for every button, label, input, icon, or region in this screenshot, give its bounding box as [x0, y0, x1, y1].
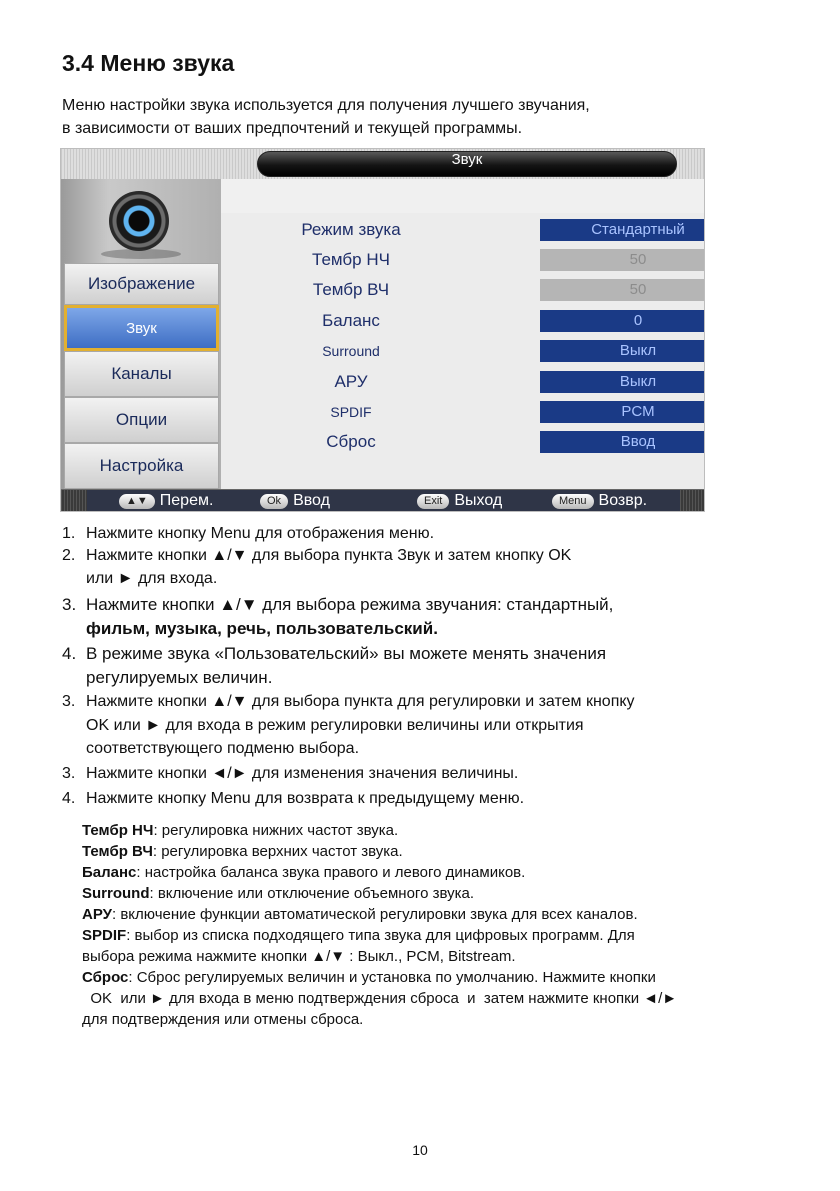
definition-item	[82, 883, 782, 904]
setting-value[interactable]: PCM	[540, 401, 705, 423]
setting-row-balance[interactable]	[221, 306, 705, 336]
definition-text: : Сброс регулируемых величин и установка по умолчанию. Нажмите кнопки	[128, 969, 656, 986]
setting-label: Тембр ВЧ	[312, 280, 390, 299]
definition-text: для подтверждения или отмены сброса.	[82, 1011, 364, 1028]
updown-key-icon: ▲▼	[119, 494, 155, 509]
hint-label: Ввод	[293, 492, 330, 509]
step-text: Нажмите кнопку Menu для возврата к предыдущему меню.	[86, 790, 525, 807]
menu-title-bar	[257, 151, 677, 177]
definitions-list	[82, 820, 782, 1030]
step-text: Нажмите кнопки ▲/▼ для выбора пункта Звук и затем кнопку OK	[86, 547, 572, 564]
menu-settings-list	[221, 179, 705, 489]
step-text: Нажмите кнопки ▲/▼ для выбора режима звучания: стандартный,	[86, 595, 614, 614]
setting-value[interactable]: 0	[540, 310, 705, 332]
sidebar-item-options[interactable]: Опции	[64, 397, 219, 443]
hint-label: Выход	[454, 492, 503, 509]
definition-continuation	[82, 1009, 782, 1030]
step-number: 4.	[62, 790, 76, 807]
setting-row-spdif[interactable]	[221, 397, 705, 427]
definition-item	[82, 862, 782, 883]
definition-item	[82, 820, 782, 841]
speaker-shadow	[101, 249, 181, 259]
step-number: 3.	[62, 595, 77, 614]
intro-line: Меню настройки звука используется для получения лучшего звучания,	[62, 97, 590, 114]
setting-value[interactable]: 50	[540, 249, 705, 271]
hint-back	[552, 492, 647, 510]
hint-bar-grip	[61, 490, 87, 512]
step-text: Нажмите кнопки ◄/► для изменения значения величины.	[86, 765, 519, 782]
section-title: 3.4 Меню звука	[62, 50, 235, 76]
setting-value[interactable]: Выкл	[540, 340, 705, 362]
step-text: соответствующего подменю выбора.	[86, 740, 360, 757]
page-number: 10	[412, 1142, 428, 1158]
step-text: регулируемых величин.	[86, 668, 273, 687]
menu-sidebar	[61, 179, 221, 489]
setting-value[interactable]: Ввод	[540, 431, 705, 453]
definition-text: OK или ► для входа в меню подтверждения сброса и затем нажмите кнопки ◄/►	[82, 990, 678, 1007]
setting-label: Баланс	[322, 311, 380, 330]
step-text: Нажмите кнопку Menu для отображения меню.	[86, 525, 435, 542]
hint-bar-grip	[680, 490, 705, 512]
definition-item	[82, 904, 782, 925]
ok-key-icon: Ok	[260, 494, 288, 509]
step-text: Нажмите кнопки ▲/▼ для выбора пункта для регулировки и затем кнопку	[86, 693, 635, 710]
setting-value[interactable]: Стандартный	[540, 219, 705, 241]
intro-line: в зависимости от ваших предпочтений и текущей программы.	[62, 120, 523, 137]
definition-term: Баланс	[82, 864, 137, 881]
hint-navigate	[119, 492, 213, 510]
definition-item	[82, 967, 782, 988]
definition-term: SPDIF	[82, 927, 127, 944]
step-text: фильм, музыка, речь, пользовательский.	[86, 619, 438, 638]
hint-label: Перем.	[159, 492, 214, 509]
step-number: 3.	[62, 693, 76, 710]
definition-term: Тембр НЧ	[82, 822, 154, 839]
setting-label: Тембр НЧ	[312, 250, 390, 269]
definition-text: выбора режима нажмите кнопки ▲/▼ : Выкл., PCM, Bitstream.	[82, 948, 516, 965]
step-number: 4.	[62, 644, 77, 663]
definition-item	[82, 925, 782, 946]
step-text: В режиме звука «Пользовательский» вы можете менять значения	[86, 644, 607, 663]
sidebar-item-picture[interactable]: Изображение	[64, 263, 219, 305]
step-text: или ► для входа.	[86, 570, 218, 587]
definition-text: : настройка баланса звука правого и левого динамиков.	[136, 864, 526, 881]
tv-sound-menu	[60, 148, 705, 512]
hint-label: Возвр.	[598, 492, 648, 509]
setting-row-treble[interactable]	[221, 275, 705, 305]
step-number: 1.	[62, 525, 76, 542]
setting-value[interactable]: 50	[540, 279, 705, 301]
menu-hint-bar	[61, 489, 705, 512]
menu-title: Звук	[451, 151, 483, 168]
menu-key-icon: Menu	[552, 494, 594, 509]
menu-header-strip	[221, 179, 705, 213]
step-number: 2.	[62, 547, 76, 564]
setting-label: SPDIF	[330, 404, 372, 420]
setting-row-surround[interactable]	[221, 336, 705, 366]
setting-row-reset[interactable]	[221, 427, 705, 457]
hint-exit	[417, 492, 502, 510]
setting-row-sound-mode[interactable]	[221, 215, 705, 245]
setting-row-bass[interactable]	[221, 245, 705, 275]
sidebar-item-sound[interactable]: Звук	[64, 305, 219, 351]
sidebar-item-setup[interactable]: Настройка	[64, 443, 219, 489]
definition-term: Surround	[82, 885, 150, 902]
definition-item	[82, 841, 782, 862]
definition-term: Тембр ВЧ	[82, 843, 153, 860]
setting-label: Сброс	[326, 432, 376, 451]
sidebar-item-channels[interactable]: Каналы	[64, 351, 219, 397]
exit-key-icon: Exit	[417, 494, 449, 509]
menu-top-bar	[61, 149, 705, 179]
hint-enter	[260, 492, 330, 510]
definition-text: : включение функции автоматической регулировки звука для всех каналов.	[111, 906, 638, 923]
setting-label: Surround	[322, 343, 380, 359]
setting-row-avl[interactable]	[221, 367, 705, 397]
setting-label: Режим звука	[301, 220, 401, 239]
definition-continuation	[82, 988, 782, 1009]
definition-term: Сброс	[82, 969, 129, 986]
definition-text: : выбор из списка подходящего типа звука для цифровых программ. Для	[126, 927, 635, 944]
speaker-icon	[109, 191, 169, 251]
step-number: 3.	[62, 765, 76, 782]
intro-paragraph	[62, 94, 782, 140]
definition-continuation	[82, 946, 782, 967]
definition-text: : регулировка верхних частот звука.	[152, 843, 403, 860]
definition-text: : регулировка нижних частот звука.	[153, 822, 399, 839]
definition-text: : включение или отключение объемного звука.	[149, 885, 474, 902]
definition-term: АРУ	[82, 906, 112, 923]
setting-label: АРУ	[334, 372, 368, 391]
step-text: OK или ► для входа в режим регулировки величины или открытия	[86, 717, 584, 734]
setting-value[interactable]: Выкл	[540, 371, 705, 393]
